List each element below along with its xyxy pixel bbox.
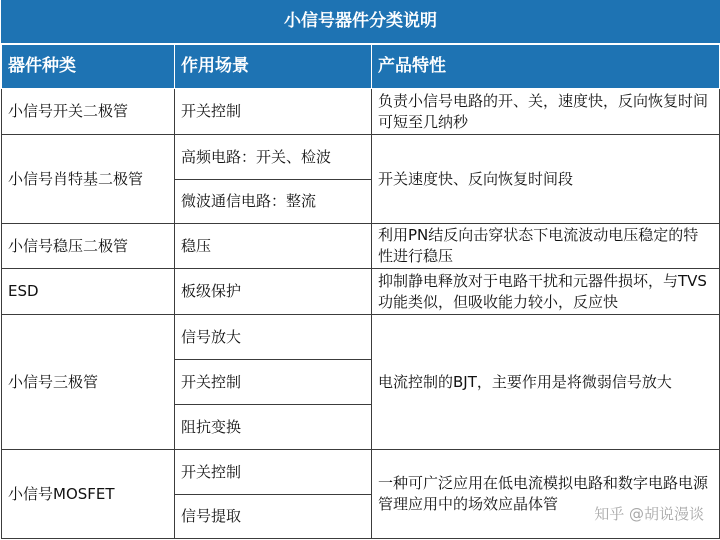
scene-cell: 开关控制 bbox=[175, 89, 372, 135]
table-row bbox=[2, 89, 720, 135]
device-type-cell: 小信号开关二极管 bbox=[2, 89, 175, 135]
scene-cell: 信号提取 bbox=[175, 495, 372, 539]
feature-cell: 电流控制的BJT，主要作用是将微弱信号放大 bbox=[372, 315, 720, 450]
device-type-cell: ESD bbox=[2, 269, 175, 315]
device-type-cell: 小信号MOSFET bbox=[2, 450, 175, 539]
header-row bbox=[2, 44, 720, 89]
scene-cell: 信号放大 bbox=[175, 315, 372, 360]
feature-cell: 抑制静电释放对于电路干扰和元器件损坏，与TVS功能类似，但吸收能力较小，反应快 bbox=[372, 269, 720, 315]
header-product-feature: 产品特性 bbox=[372, 44, 720, 89]
table-title: 小信号器件分类说明 bbox=[2, 1, 720, 44]
scene-cell: 开关控制 bbox=[175, 360, 372, 405]
header-device-type: 器件种类 bbox=[2, 44, 175, 89]
device-type-cell: 小信号稳压二极管 bbox=[2, 224, 175, 269]
table-row bbox=[2, 450, 720, 495]
device-classification-table bbox=[1, 0, 720, 539]
feature-cell: 负责小信号电路的开、关，速度快，反向恢复时间可短至几纳秒 bbox=[372, 89, 720, 135]
header-use-scene: 作用场景 bbox=[175, 44, 372, 89]
scene-cell: 稳压 bbox=[175, 224, 372, 269]
table-row bbox=[2, 269, 720, 315]
watermark: 知乎 @胡说漫谈 bbox=[594, 505, 704, 523]
device-type-cell: 小信号肖特基二极管 bbox=[2, 135, 175, 224]
scene-cell: 微波通信电路：整流 bbox=[175, 180, 372, 224]
table-row bbox=[2, 224, 720, 269]
scene-cell: 板级保护 bbox=[175, 269, 372, 315]
feature-cell: 开关速度快、反向恢复时间段 bbox=[372, 135, 720, 224]
table-row bbox=[2, 315, 720, 360]
scene-cell: 高频电路：开关、检波 bbox=[175, 135, 372, 180]
device-type-cell: 小信号三极管 bbox=[2, 315, 175, 450]
scene-cell: 开关控制 bbox=[175, 450, 372, 495]
feature-cell: 利用PN结反向击穿状态下电流波动电压稳定的特性进行稳压 bbox=[372, 224, 720, 269]
feature-cell: 一种可广泛应用在低电流模拟电路和数字电路电源管理应用中的场效应晶体管 bbox=[372, 450, 720, 539]
scene-cell: 阻抗变换 bbox=[175, 405, 372, 450]
title-row bbox=[2, 1, 720, 44]
table-row bbox=[2, 135, 720, 180]
